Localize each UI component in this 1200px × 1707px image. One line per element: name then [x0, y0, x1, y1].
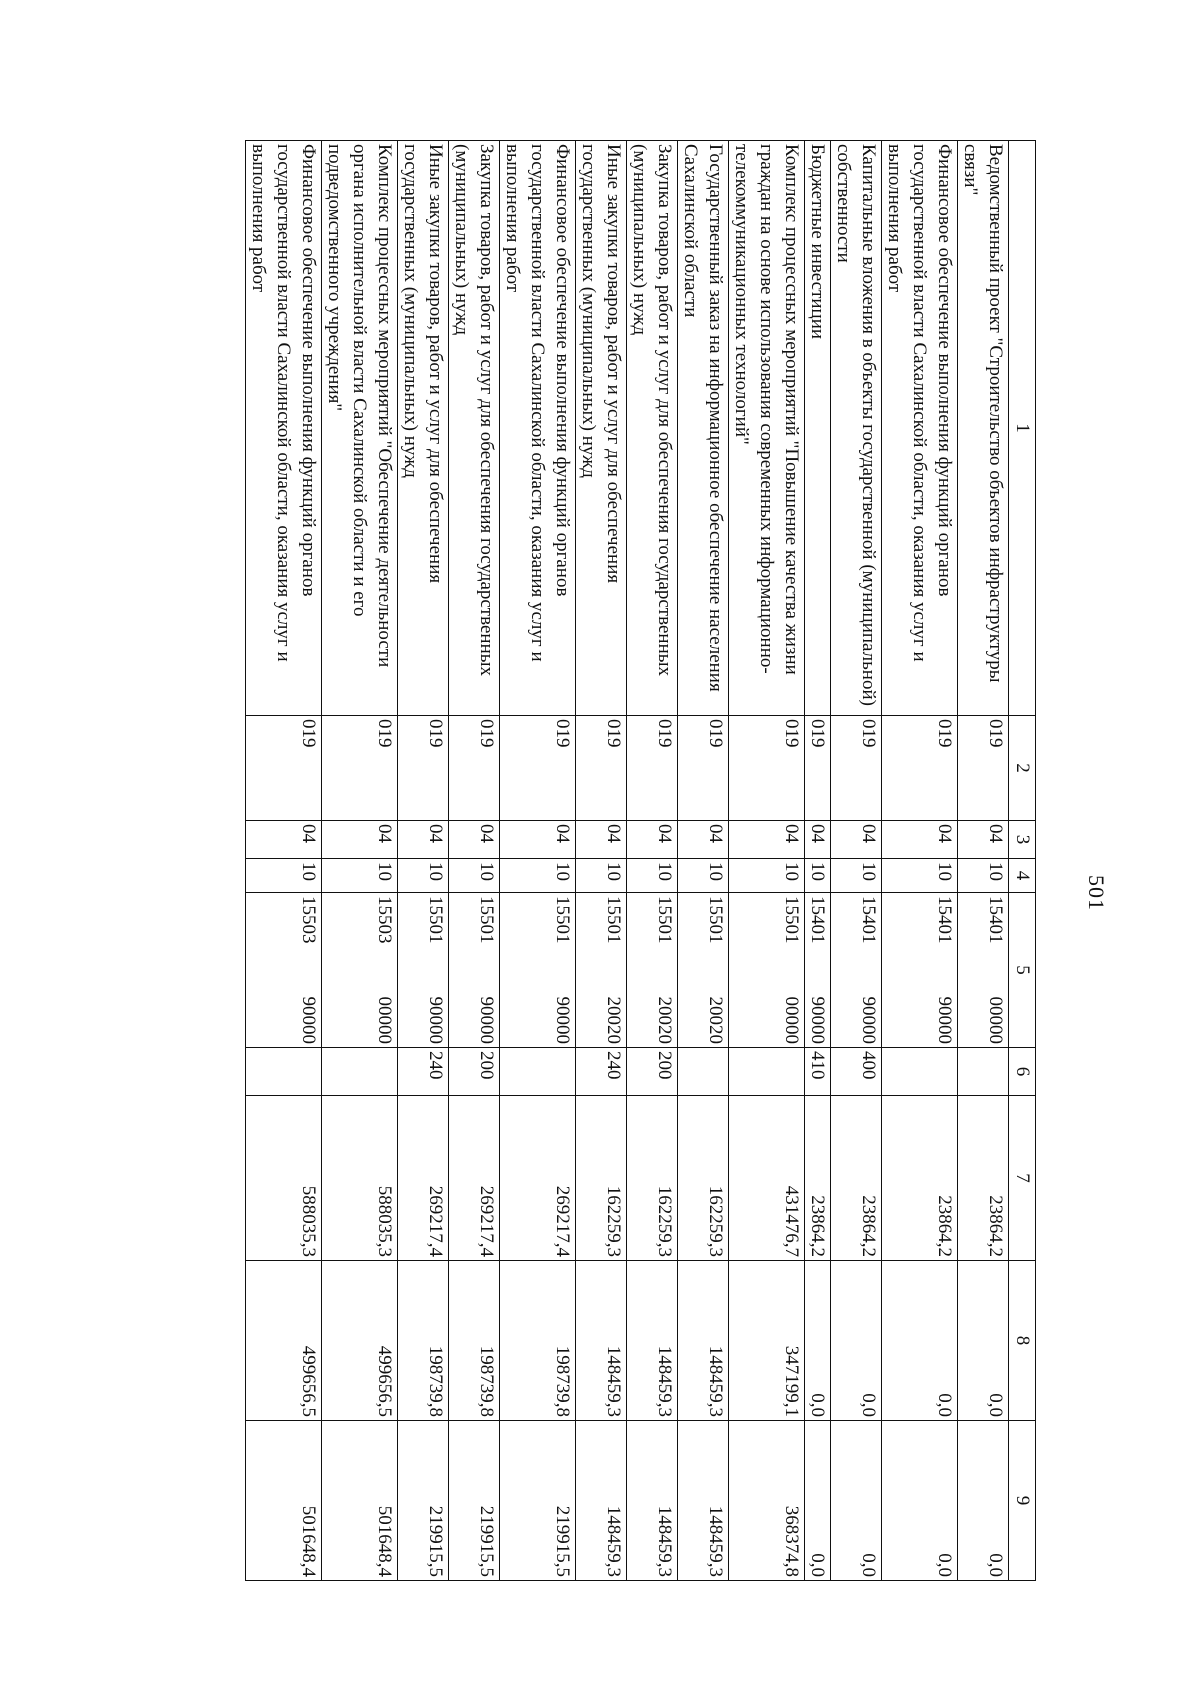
amount-col9-cell: 148459,3: [576, 1421, 627, 1581]
row-name-cell: Капитальные вложения в объекты государственной (муниципальной) собственности: [831, 141, 882, 716]
amount-col8-cell: 198739,8: [449, 1261, 500, 1421]
amount-col9-cell: 0,0: [805, 1421, 831, 1581]
header-cell: 8: [1009, 1261, 1036, 1421]
amount-col7-cell: 162259,3: [576, 1096, 627, 1261]
table-row: [246, 141, 322, 1581]
target-article-program: 15501: [705, 896, 726, 944]
target-article-cell: [958, 893, 1009, 1048]
row-name-cell: Закупка товаров, работ и услуг для обеспечения государственных (муниципальных) нужд: [627, 141, 678, 716]
table-row: [882, 141, 958, 1581]
target-article-direction: 90000: [476, 996, 497, 1044]
amount-col9-cell: 0,0: [882, 1421, 958, 1581]
target-article-program: 15501: [781, 896, 802, 944]
target-article-program: 15401: [858, 896, 879, 944]
grbs-cell: 019: [831, 716, 882, 821]
section-cell: 04: [958, 821, 1009, 859]
amount-col8-cell: 0,0: [958, 1261, 1009, 1421]
expense-type-cell: [882, 1048, 958, 1096]
section-cell: 04: [246, 821, 322, 859]
target-article-direction: 90000: [425, 996, 446, 1044]
table-row: [805, 141, 831, 1581]
table-row: [678, 141, 729, 1581]
target-article-direction: 00000: [374, 996, 395, 1044]
target-article-program: 15501: [654, 896, 675, 944]
amount-col8-cell: 148459,3: [627, 1261, 678, 1421]
page-number: 501: [1084, 875, 1109, 911]
amount-col7-cell: 431476,7: [729, 1096, 805, 1261]
row-name-cell: Комплекс процессных мероприятий "Повышение качества жизни граждан на основе использования современных информационно-телекоммуникационных технологий": [729, 141, 805, 716]
section-cell: 04: [805, 821, 831, 859]
amount-col8-cell: 347199,1: [729, 1261, 805, 1421]
amount-col7-cell: 23864,2: [958, 1096, 1009, 1261]
amount-col8-cell: 0,0: [805, 1261, 831, 1421]
subsection-cell: 10: [576, 859, 627, 893]
expense-type-cell: 200: [627, 1048, 678, 1096]
amount-col7-cell: 269217,4: [500, 1096, 576, 1261]
amount-col9-cell: 0,0: [831, 1421, 882, 1581]
expense-type-cell: [322, 1048, 398, 1096]
subsection-cell: 10: [627, 859, 678, 893]
section-cell: 04: [882, 821, 958, 859]
table-body: [246, 141, 1009, 1581]
header-cell: 6: [1009, 1048, 1036, 1096]
header-cell: 2: [1009, 716, 1036, 821]
grbs-cell: 019: [246, 716, 322, 821]
expense-type-cell: 400: [831, 1048, 882, 1096]
target-article-cell: [576, 893, 627, 1048]
amount-col9-cell: 501648,4: [322, 1421, 398, 1581]
table-row: [831, 141, 882, 1581]
target-article-program: 15503: [374, 896, 395, 944]
table-row: [627, 141, 678, 1581]
section-cell: 04: [500, 821, 576, 859]
target-article-direction: 90000: [934, 996, 955, 1044]
row-name-cell: Иные закупки товаров, работ и услуг для обеспечения государственных (муниципальных) нужд: [398, 141, 449, 716]
grbs-cell: 019: [576, 716, 627, 821]
target-article-cell: [882, 893, 958, 1048]
row-name-cell: Комплекс процессных мероприятий "Обеспечение деятельности органа исполнительной власти Сахалинской области и его подведомственного учреждения": [322, 141, 398, 716]
target-article-program: 15401: [934, 896, 955, 944]
expense-type-cell: 200: [449, 1048, 500, 1096]
amount-col8-cell: 148459,3: [576, 1261, 627, 1421]
target-article-direction: 90000: [858, 996, 879, 1044]
target-article-direction: 20020: [654, 996, 675, 1044]
amount-col7-cell: 23864,2: [831, 1096, 882, 1261]
amount-col8-cell: 0,0: [831, 1261, 882, 1421]
amount-col8-cell: 499656,5: [322, 1261, 398, 1421]
amount-col9-cell: 148459,3: [678, 1421, 729, 1581]
target-article-direction: 00000: [985, 996, 1006, 1044]
expense-type-cell: [500, 1048, 576, 1096]
grbs-cell: 019: [500, 716, 576, 821]
subsection-cell: 10: [500, 859, 576, 893]
target-article-direction: 00000: [781, 996, 802, 1044]
amount-col9-cell: 148459,3: [627, 1421, 678, 1581]
row-name-cell: Государственный заказ на информационное обеспечение населения Сахалинской области: [678, 141, 729, 716]
target-article-cell: [449, 893, 500, 1048]
row-name-cell: Бюджетные инвестиции: [805, 141, 831, 716]
subsection-cell: 10: [958, 859, 1009, 893]
subsection-cell: 10: [729, 859, 805, 893]
grbs-cell: 019: [449, 716, 500, 821]
table-row: [500, 141, 576, 1581]
amount-col7-cell: 162259,3: [678, 1096, 729, 1261]
target-article-cell: [831, 893, 882, 1048]
amount-col9-cell: 219915,5: [449, 1421, 500, 1581]
target-article-cell: [500, 893, 576, 1048]
table-row: [576, 141, 627, 1581]
grbs-cell: 019: [729, 716, 805, 821]
row-name-cell: Закупка товаров, работ и услуг для обеспечения государственных (муниципальных) нужд: [449, 141, 500, 716]
header-cell: 7: [1009, 1096, 1036, 1261]
target-article-cell: [627, 893, 678, 1048]
amount-col9-cell: 219915,5: [500, 1421, 576, 1581]
row-name-cell: Ведомственный проект "Строительство объектов инфраструктуры связи": [958, 141, 1009, 716]
amount-col8-cell: 198739,8: [398, 1261, 449, 1421]
section-cell: 04: [729, 821, 805, 859]
amount-col9-cell: 219915,5: [398, 1421, 449, 1581]
subsection-cell: 10: [449, 859, 500, 893]
target-article-cell: [805, 893, 831, 1048]
target-article-cell: [322, 893, 398, 1048]
subsection-cell: 10: [398, 859, 449, 893]
header-cell: 4: [1009, 859, 1036, 893]
target-article-program: 15501: [476, 896, 497, 944]
section-cell: 04: [322, 821, 398, 859]
budget-table: [245, 140, 1036, 1581]
row-name-cell: Финансовое обеспечение выполнения функций органов государственной власти Сахалинской области, оказания услуг и выполнения работ: [246, 141, 322, 716]
target-article-program: 15401: [985, 896, 1006, 944]
section-cell: 04: [678, 821, 729, 859]
target-article-cell: [398, 893, 449, 1048]
amount-col9-cell: 0,0: [958, 1421, 1009, 1581]
section-cell: 04: [398, 821, 449, 859]
amount-col9-cell: 501648,4: [246, 1421, 322, 1581]
amount-col8-cell: 0,0: [882, 1261, 958, 1421]
amount-col7-cell: 23864,2: [882, 1096, 958, 1261]
target-article-direction: 90000: [298, 996, 319, 1044]
table-row: [729, 141, 805, 1581]
target-article-program: 15503: [298, 896, 319, 944]
table-row: [398, 141, 449, 1581]
section-cell: 04: [627, 821, 678, 859]
section-cell: 04: [449, 821, 500, 859]
subsection-cell: 10: [805, 859, 831, 893]
header-cell: 9: [1009, 1421, 1036, 1581]
amount-col7-cell: 588035,3: [322, 1096, 398, 1261]
target-article-program: 15501: [603, 896, 624, 944]
subsection-cell: 10: [246, 859, 322, 893]
table-row: [449, 141, 500, 1581]
target-article-program: 15401: [807, 896, 828, 944]
expense-type-cell: [678, 1048, 729, 1096]
expense-type-cell: [958, 1048, 1009, 1096]
grbs-cell: 019: [805, 716, 831, 821]
expense-type-cell: 240: [398, 1048, 449, 1096]
table-row: [958, 141, 1009, 1581]
target-article-cell: [729, 893, 805, 1048]
expense-type-cell: [246, 1048, 322, 1096]
target-article-program: 15501: [552, 896, 573, 944]
row-name-cell: Финансовое обеспечение выполнения функций органов государственной власти Сахалинской области, оказания услуг и выполнения работ: [882, 141, 958, 716]
section-cell: 04: [831, 821, 882, 859]
subsection-cell: 10: [322, 859, 398, 893]
header-cell: 3: [1009, 821, 1036, 859]
amount-col8-cell: 148459,3: [678, 1261, 729, 1421]
amount-col7-cell: 23864,2: [805, 1096, 831, 1261]
row-name-cell: Финансовое обеспечение выполнения функций органов государственной власти Сахалинской области, оказания услуг и выполнения работ: [500, 141, 576, 716]
grbs-cell: 019: [882, 716, 958, 821]
header-row: [1009, 141, 1036, 1581]
target-article-direction: 90000: [552, 996, 573, 1044]
header-cell: 1: [1009, 141, 1036, 716]
amount-col7-cell: 588035,3: [246, 1096, 322, 1261]
grbs-cell: 019: [678, 716, 729, 821]
section-cell: 04: [576, 821, 627, 859]
grbs-cell: 019: [627, 716, 678, 821]
amount-col8-cell: 499656,5: [246, 1261, 322, 1421]
rotated-sheet: [156, 140, 1036, 1580]
target-article-direction: 90000: [807, 996, 828, 1044]
subsection-cell: 10: [831, 859, 882, 893]
target-article-program: 15501: [425, 896, 446, 944]
subsection-cell: 10: [678, 859, 729, 893]
amount-col7-cell: 269217,4: [449, 1096, 500, 1261]
expense-type-cell: 410: [805, 1048, 831, 1096]
target-article-direction: 20020: [603, 996, 624, 1044]
amount-col7-cell: 162259,3: [627, 1096, 678, 1261]
grbs-cell: 019: [958, 716, 1009, 821]
grbs-cell: 019: [398, 716, 449, 821]
subsection-cell: 10: [882, 859, 958, 893]
header-cell: 5: [1009, 893, 1036, 1048]
expense-type-cell: [729, 1048, 805, 1096]
table-row: [322, 141, 398, 1581]
grbs-cell: 019: [322, 716, 398, 821]
target-article-cell: [678, 893, 729, 1048]
target-article-direction: 20020: [705, 996, 726, 1044]
amount-col9-cell: 368374,8: [729, 1421, 805, 1581]
expense-type-cell: 240: [576, 1048, 627, 1096]
amount-col8-cell: 198739,8: [500, 1261, 576, 1421]
target-article-cell: [246, 893, 322, 1048]
amount-col7-cell: 269217,4: [398, 1096, 449, 1261]
row-name-cell: Иные закупки товаров, работ и услуг для обеспечения государственных (муниципальных) нужд: [576, 141, 627, 716]
